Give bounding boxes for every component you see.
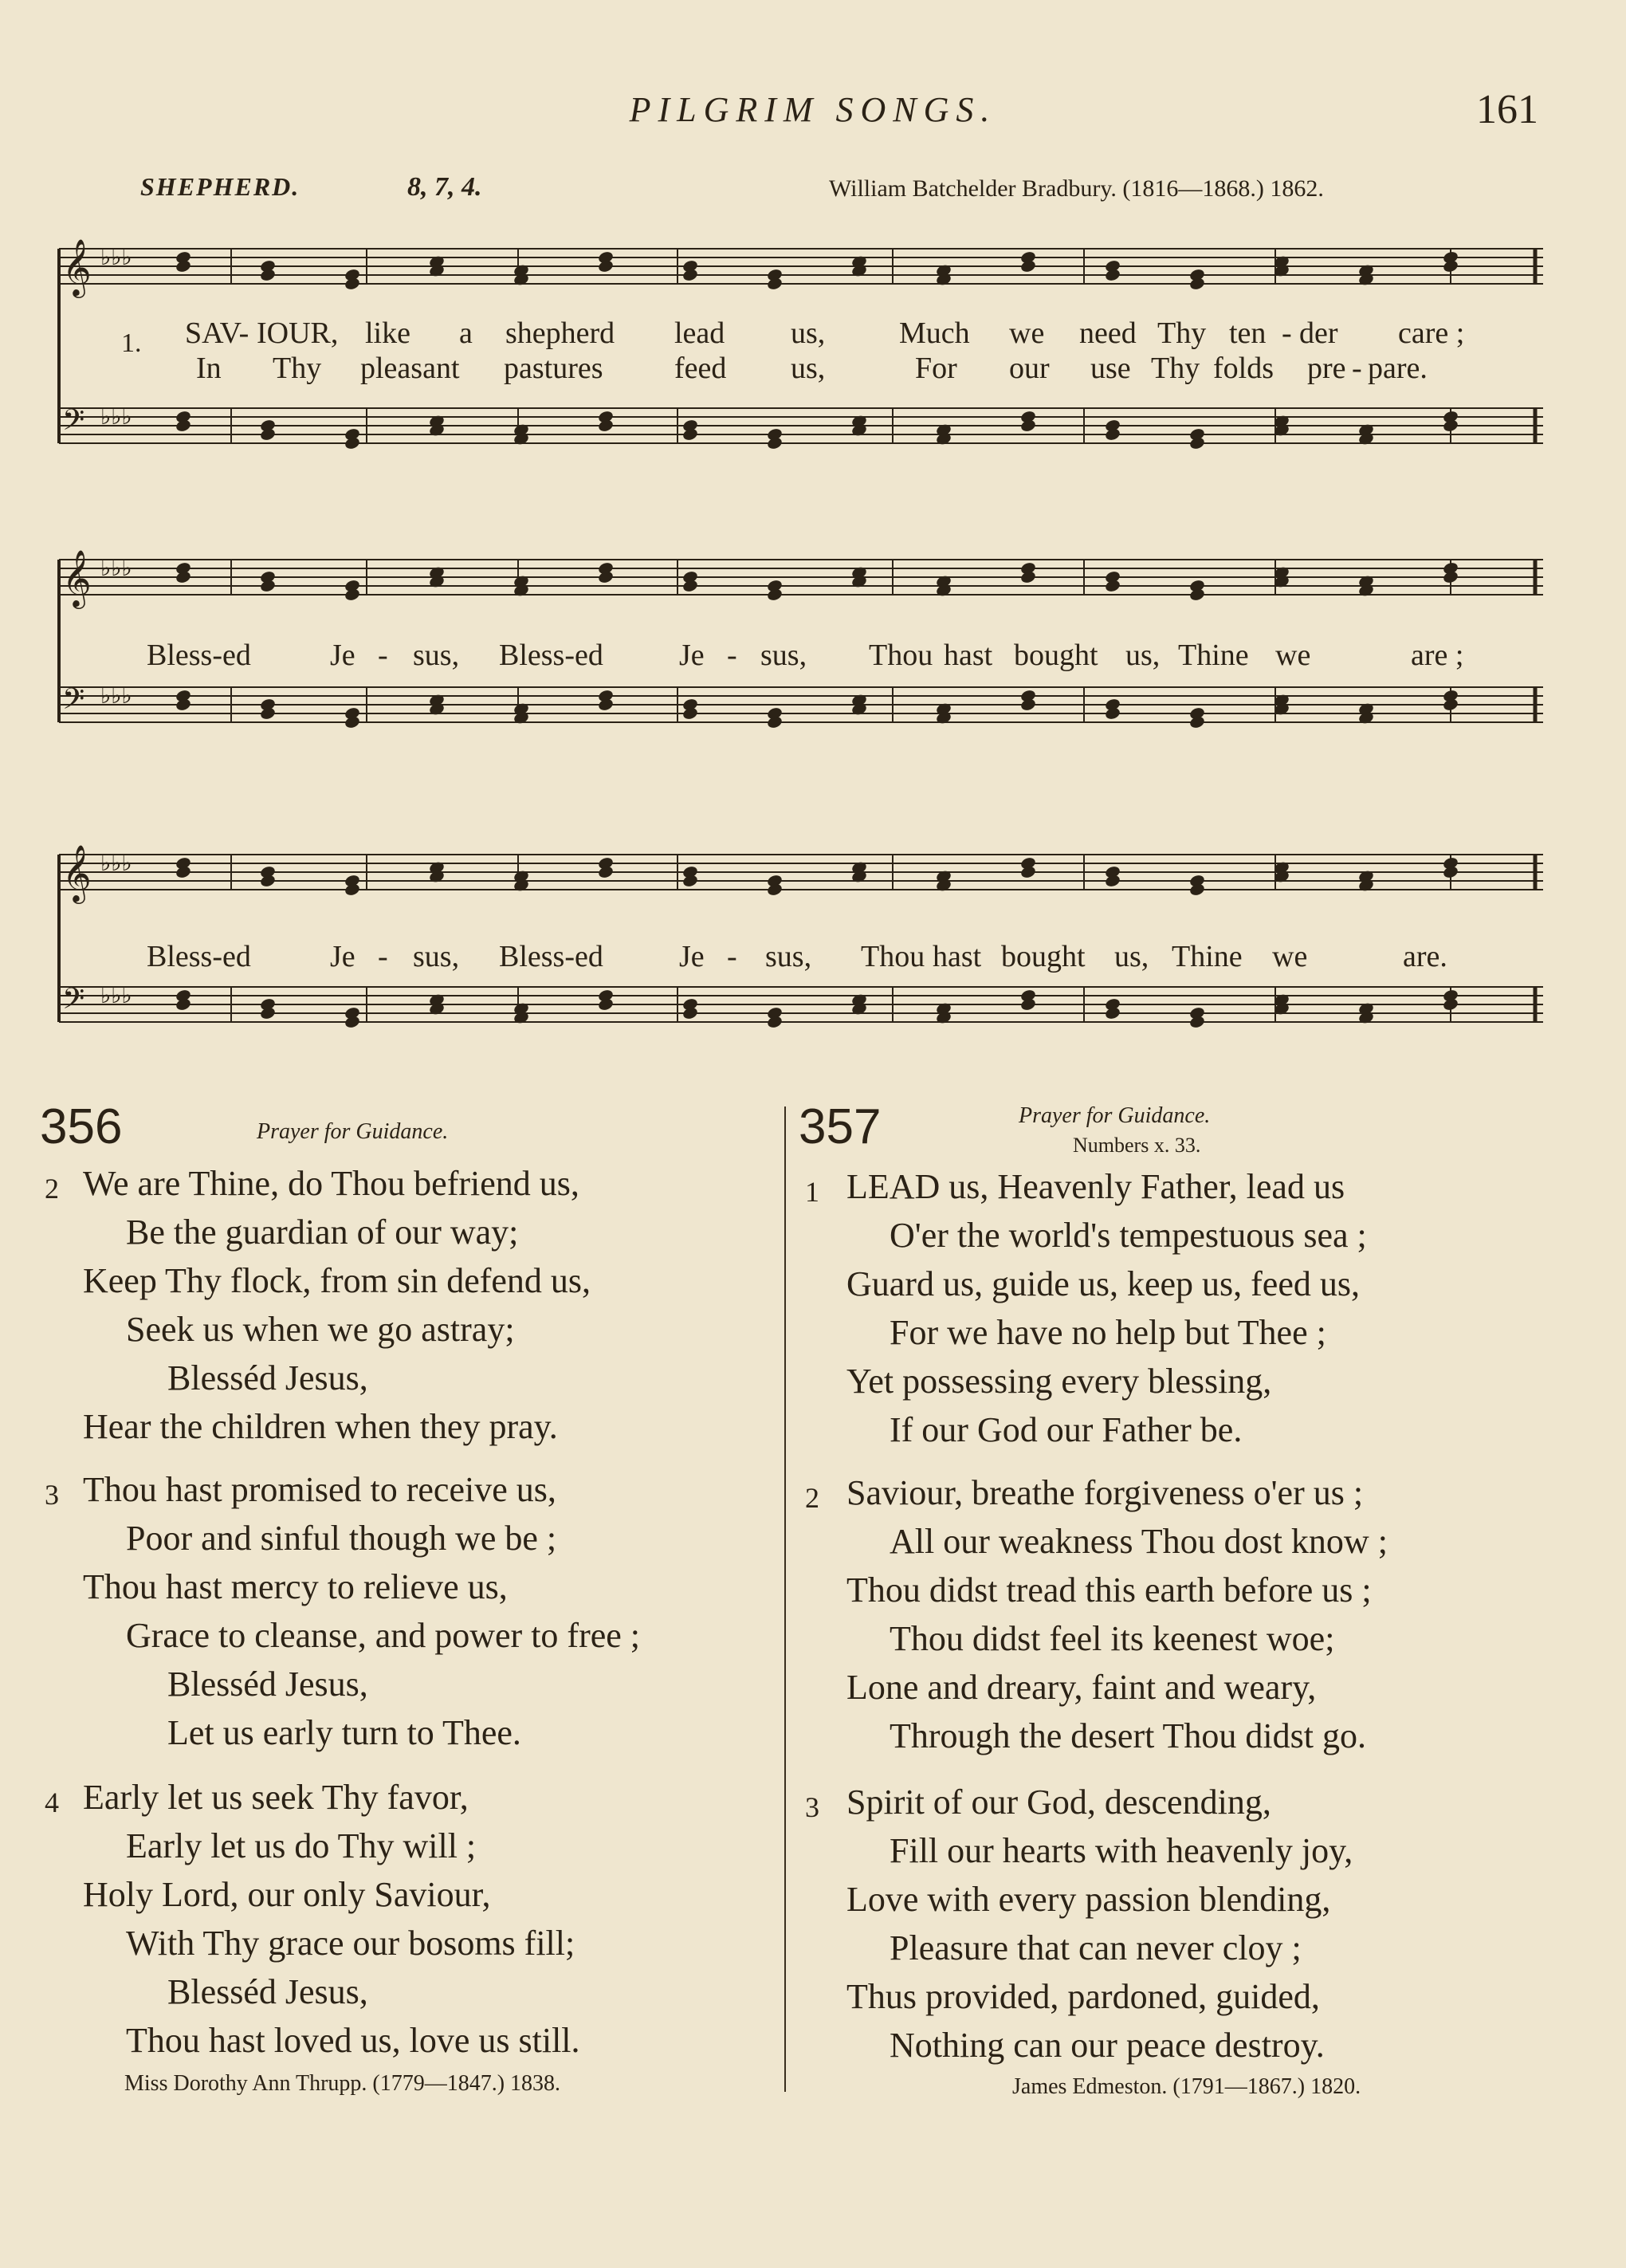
verse-line: Thou didst feel its keenest woe; — [890, 1619, 1335, 1658]
verse-line: Be the guardian of our way; — [126, 1213, 519, 1252]
lyric-syllable: folds — [1213, 352, 1274, 385]
verse-line: Pleasure that can never cloy ; — [890, 1928, 1302, 1967]
lyric-syllable: pastures — [504, 352, 603, 385]
lyric-syllable: pre — [1307, 352, 1346, 385]
lyric-syllable: - — [378, 940, 388, 973]
music-system-2 — [48, 536, 1546, 791]
verse-line: We are Thine, do Thou befriend us, — [83, 1164, 579, 1203]
verse-line: All our weakness Thou dost know ; — [890, 1522, 1388, 1561]
column-divider — [784, 1106, 786, 2092]
treble-clef-icon: 𝄞 — [62, 548, 92, 607]
bass-clef-icon: 𝄢 — [62, 982, 85, 1023]
lyric-syllable: shepherd — [505, 316, 615, 350]
author-credit: Miss Dorothy Ann Thrupp. (1779—1847.) 1838. — [124, 2071, 561, 2096]
verse-line: Thus provided, pardoned, guided, — [846, 1977, 1320, 2016]
verse-line: Blesséd Jesus, — [167, 1665, 368, 1704]
verse-line: If our God our Father be. — [890, 1410, 1243, 1449]
verse-line: Saviour, breathe forgiveness o'er us ; — [846, 1473, 1364, 1512]
lyric-syllable: SAV- — [185, 316, 249, 350]
verse-line: Blesséd Jesus, — [167, 1358, 368, 1397]
lyric-syllable: - — [727, 940, 737, 973]
lyric-syllable: ten — [1229, 316, 1267, 350]
lyric-syllable: we — [1275, 639, 1311, 672]
lyric-syllable: are. — [1403, 940, 1447, 973]
tune-header — [140, 172, 1495, 204]
lyric-syllable: pleasant — [360, 352, 460, 385]
lyric-syllable: - — [1282, 316, 1292, 350]
lyric-syllable: der — [1299, 316, 1338, 350]
lyric-syllable: Je — [330, 940, 355, 973]
stanza-number: 1 — [805, 1176, 819, 1208]
lyric-syllable: us, — [1114, 940, 1149, 973]
hymn-subtitle: Prayer for Guidance. — [257, 1119, 449, 1144]
lyric-syllable: sus, — [760, 639, 807, 672]
running-title: PILGRIM SONGS. — [629, 90, 997, 129]
lyric-syllable: Bless-ed — [499, 639, 603, 672]
key-signature-flat-icon: ♭♭♭ — [100, 982, 132, 1008]
key-signature-flat-icon: ♭♭♭ — [100, 555, 132, 581]
lyric-syllable: Thy — [273, 352, 322, 385]
verse-line: LEAD us, Heavenly Father, lead us — [846, 1167, 1345, 1206]
verse-line: Spirit of our God, descending, — [846, 1783, 1271, 1822]
verse-line: Hear the children when they pray. — [83, 1407, 558, 1446]
lyric-syllable: like — [365, 316, 410, 350]
verse-line: Grace to cleanse, and power to free ; — [126, 1616, 641, 1655]
verse-line: Keep Thy flock, from sin defend us, — [83, 1261, 591, 1300]
lyric-syllable: Bless-ed — [499, 940, 603, 973]
lyric-syllable: lead — [674, 316, 725, 350]
verse-line: Thou hast promised to receive us, — [83, 1470, 556, 1509]
lyric-syllable: us, — [791, 352, 826, 385]
key-signature-flat-icon: ♭♭♭ — [100, 244, 132, 270]
lyric-syllable: we — [1009, 316, 1045, 350]
stanza-number: 3 — [805, 1791, 819, 1823]
verse-line: Thou hast loved us, love us still. — [126, 2021, 580, 2060]
lyric-syllable: bought — [1014, 639, 1098, 672]
lyric-syllable: Thine — [1178, 639, 1249, 672]
treble-clef-icon: 𝄞 — [62, 843, 92, 902]
composer-credit: William Batchelder Bradbury. (1816—1868.) 1862. — [829, 175, 1324, 202]
key-signature-flat-icon: ♭♭♭ — [100, 682, 132, 709]
stanza-number: 2 — [805, 1482, 819, 1514]
lyric-syllable: Bless-ed — [147, 639, 251, 672]
lyric-syllable: care ; — [1398, 316, 1465, 350]
lyric-syllable: sus, — [413, 639, 460, 672]
lyric-syllable: Thou — [869, 639, 933, 672]
verse-line: Fill our hearts with heavenly joy, — [890, 1831, 1353, 1870]
verse-line: O'er the world's tempestuous sea ; — [890, 1216, 1367, 1255]
verse-line: For we have no help but Thee ; — [890, 1313, 1326, 1352]
verse-line: Thou hast mercy to relieve us, — [83, 1567, 508, 1606]
verse-line: Holy Lord, our only Saviour, — [83, 1875, 491, 1914]
tune-meter: 8, 7, 4. — [407, 172, 482, 202]
lyric-syllable: Thy — [1151, 352, 1200, 385]
lyric-syllable: For — [915, 352, 957, 385]
verse-line: Poor and sinful though we be ; — [126, 1519, 557, 1558]
stanza-number: 4 — [45, 1786, 59, 1818]
verse-line: Lone and dreary, faint and weary, — [846, 1668, 1317, 1707]
tune-name: SHEPHERD. — [140, 172, 300, 201]
verse-line: Early let us do Thy will ; — [126, 1826, 477, 1865]
verse-line: Early let us seek Thy favor, — [83, 1778, 469, 1817]
lyric-syllable: hast — [944, 639, 993, 672]
lyric-syllable: our — [1009, 352, 1050, 385]
lyric-syllable: - — [378, 639, 388, 672]
lyric-syllable: IOUR, — [257, 316, 339, 350]
lyric-syllable: sus, — [765, 940, 812, 973]
verse-line: Through the desert Thou didst go. — [890, 1716, 1366, 1755]
music-system-1 — [48, 217, 1546, 504]
lyric-syllable: Bless-ed — [147, 940, 251, 973]
verse-line: Blesséd Jesus, — [167, 1972, 368, 2011]
lyric-syllable: Thine — [1172, 940, 1243, 973]
bass-clef-icon: 𝄢 — [62, 682, 85, 723]
lyric-syllable: Je — [330, 639, 355, 672]
verse-line: Yet possessing every blessing, — [846, 1362, 1272, 1401]
author-credit: James Edmeston. (1791—1867.) 1820. — [1012, 2074, 1361, 2099]
lyric-syllable: Much — [899, 316, 970, 350]
lyric-syllable: Je — [679, 940, 705, 973]
verse-line: Seek us when we go astray; — [126, 1310, 515, 1349]
verse-line: Nothing can our peace destroy. — [890, 2026, 1325, 2065]
music-system-3 — [48, 823, 1546, 1078]
lyric-syllable: a — [459, 316, 473, 350]
verse-line: With Thy grace our bosoms fill; — [126, 1924, 575, 1963]
lyric-syllable: are ; — [1411, 639, 1464, 672]
lyric-syllable: pare. — [1368, 352, 1428, 385]
lyric-syllable: we — [1272, 940, 1308, 973]
lyric-syllable: bought — [1001, 940, 1086, 973]
bass-clef-icon: 𝄢 — [62, 403, 85, 444]
lyric-syllable: - — [1352, 352, 1362, 385]
scripture-reference: Numbers x. 33. — [1073, 1134, 1201, 1157]
lyric-syllable: - — [727, 639, 737, 672]
lyric-syllable: us, — [1125, 639, 1161, 672]
lyric-syllable: Thy — [1157, 316, 1207, 350]
stanza-number: 3 — [45, 1479, 59, 1511]
hymn-number: 357 — [799, 1099, 882, 1154]
lyric-syllable: sus, — [413, 940, 460, 973]
lyric-syllable: Thou — [861, 940, 925, 973]
lyric-syllable: need — [1079, 316, 1137, 350]
verse-line: Let us early turn to Thee. — [167, 1713, 521, 1752]
lyric-syllable: feed — [674, 352, 727, 385]
lyric-syllable: Je — [679, 639, 705, 672]
verse-number: 1. — [121, 328, 142, 358]
page-number: 161 — [1476, 87, 1538, 132]
verse-line: Love with every passion blending, — [846, 1880, 1331, 1919]
hymn-number: 356 — [40, 1099, 123, 1154]
lyric-syllable: use — [1090, 352, 1131, 385]
lyric-syllable: us, — [791, 316, 826, 350]
verse-line: Thou didst tread this earth before us ; — [846, 1570, 1372, 1610]
stanza-number: 2 — [45, 1173, 59, 1205]
treble-clef-icon: 𝄞 — [62, 238, 92, 296]
lyric-syllable: In — [196, 352, 222, 385]
hymn-subtitle: Prayer for Guidance. — [1019, 1103, 1211, 1128]
lyric-syllable: hast — [933, 940, 982, 973]
key-signature-flat-icon: ♭♭♭ — [100, 403, 132, 430]
key-signature-flat-icon: ♭♭♭ — [100, 850, 132, 876]
verse-line: Guard us, guide us, keep us, feed us, — [846, 1264, 1360, 1303]
